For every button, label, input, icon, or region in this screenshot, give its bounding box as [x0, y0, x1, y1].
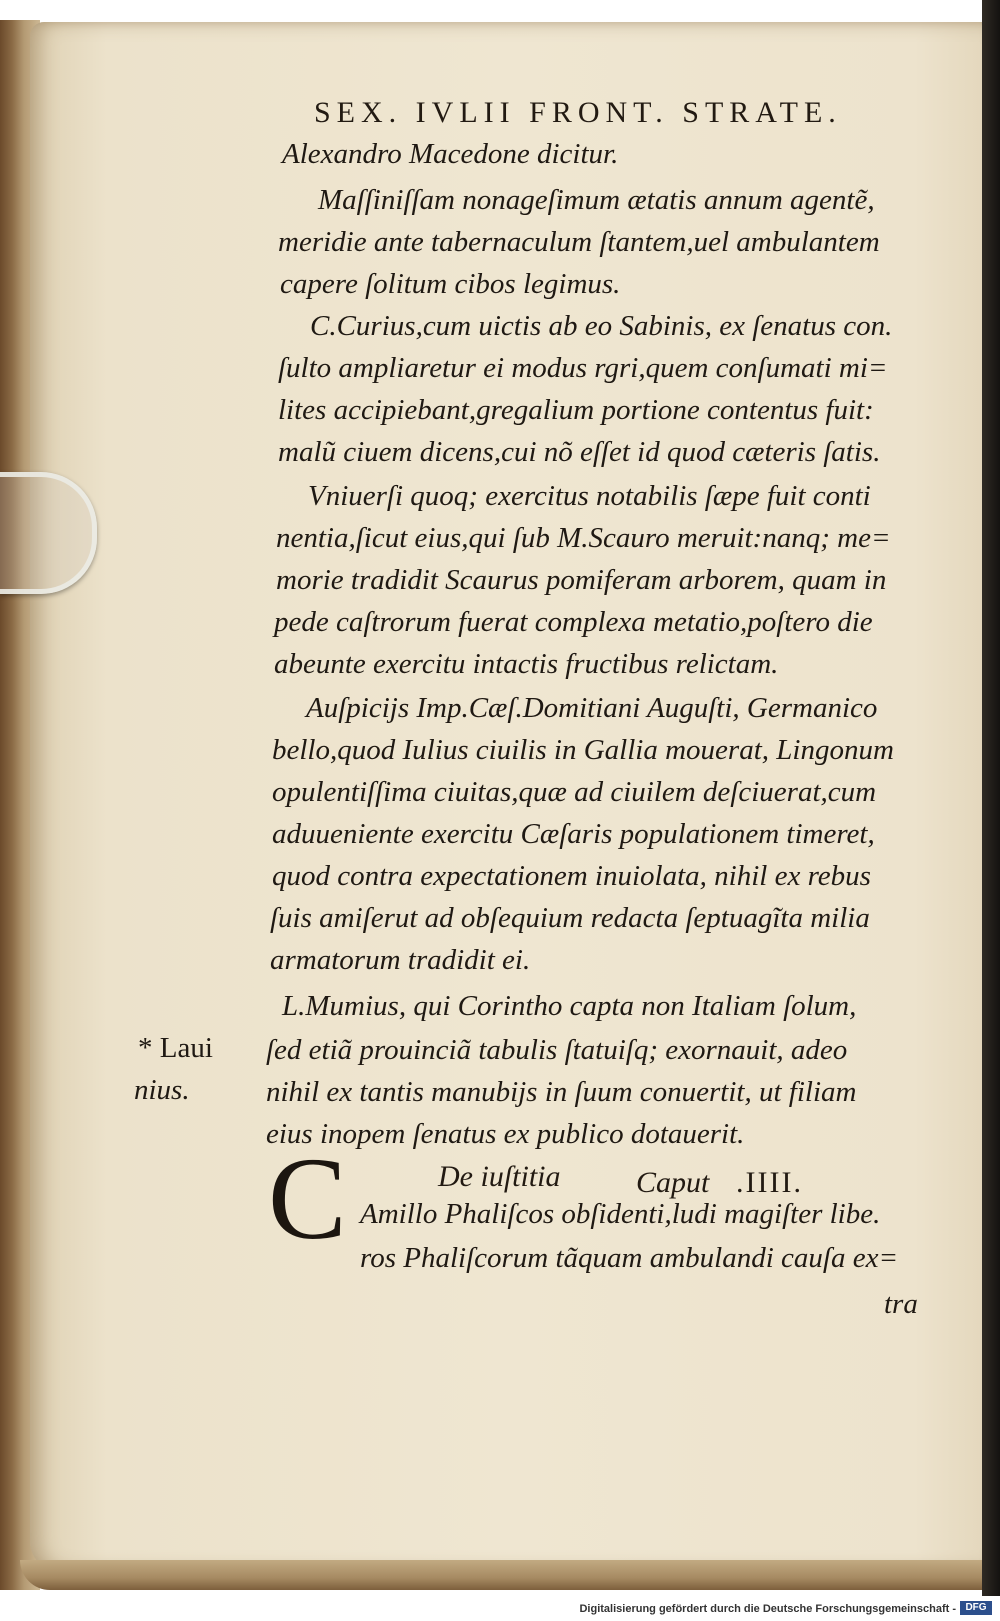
caput-label: Caput: [636, 1166, 710, 1199]
text-line: pede caſtrorum fuerat complexa metatio,poſtero die: [274, 606, 873, 638]
text-line: ſed etiã prouinciã tabulis ſtatuiſq; exornauit, adeo: [266, 1034, 848, 1066]
text-line: nentia,ſicut eius,qui ſub M.Scauro meruit:nanq; me=: [276, 522, 891, 554]
catchword: tra: [884, 1288, 918, 1320]
text-line: aduueniente exercitu Cæſaris populationem timeret,: [272, 818, 875, 850]
scan-border-right: [982, 0, 1000, 1596]
text-line: Vniuerſi quoq; exercitus notabilis ſæpe fuit conti: [308, 480, 871, 512]
dfg-logo: DFG: [960, 1601, 992, 1615]
margin-note: nius.: [134, 1074, 190, 1106]
text-line: quod contra expectationem inuiolata, nihil ex rebus: [272, 860, 871, 892]
text-line: Alexandro Macedone dicitur.: [282, 138, 619, 170]
text-line: Amillo Phaliſcos obſidenti,ludi magiſter libe.: [360, 1198, 881, 1230]
section-title: De iuſtitia: [438, 1160, 561, 1193]
book-bottom-edge: [20, 1560, 995, 1590]
text-line: lites accipiebant,gregalium portione contentus fuit:: [278, 394, 874, 426]
text-line: ros Phaliſcorum tãquam ambulandi cauſa ex=: [360, 1242, 899, 1274]
text-line: C.Curius,cum uictis ab eo Sabinis, ex ſenatus con.: [310, 310, 893, 342]
text-line: morie tradidit Scaurus pomiferam arborem, quam in: [276, 564, 887, 596]
text-line: Maſſiniſſam nonageſimum ætatis annum agentẽ,: [318, 184, 875, 216]
text-line: bello,quod Iulius ciuilis in Gallia mouerat, Lingonum: [272, 734, 894, 766]
text-line: eius inopem ſenatus ex publico dotauerit.: [266, 1118, 745, 1150]
drop-capital: C: [268, 1133, 347, 1264]
running-header: SEX. IVLII FRONT. STRATE.: [314, 96, 842, 129]
text-line: opulentiſſima ciuitas,quæ ad ciuilem deſciuerat,cum: [272, 776, 877, 808]
footer-credit: Digitalisierung gefördert durch die Deutsche Forschungsgemeinschaft -: [579, 1603, 956, 1615]
text-line: abeunte exercitu intactis fructibus relictam.: [274, 648, 779, 680]
margin-note: * Laui: [138, 1032, 213, 1064]
text-line: L.Mumius, qui Corintho capta non Italiam ſolum,: [282, 990, 857, 1022]
text-line: capere ſolitum cibos legimus.: [280, 268, 621, 300]
text-line: armatorum tradidit ei.: [270, 944, 531, 976]
text-line: Auſpicijs Imp.Cæſ.Domitiani Auguſti, Germanico: [306, 692, 878, 724]
text-line: malũ ciuem dicens,cui nõ eſſet id quod cæteris ſatis.: [278, 436, 881, 468]
text-line: ſuis amiſerut ad obſequium redacta ſeptuagĩta milia: [270, 902, 870, 934]
text-line: meridie ante tabernaculum ſtantem,uel ambulantem: [278, 226, 880, 258]
text-line: nihil ex tantis manubijs in ſuum conuertit, ut filiam: [266, 1076, 857, 1108]
caput-number: .IIII.: [736, 1166, 803, 1199]
text-line: ſulto ampliaretur ei modus rgri,quem conſumati mi=: [278, 352, 888, 384]
